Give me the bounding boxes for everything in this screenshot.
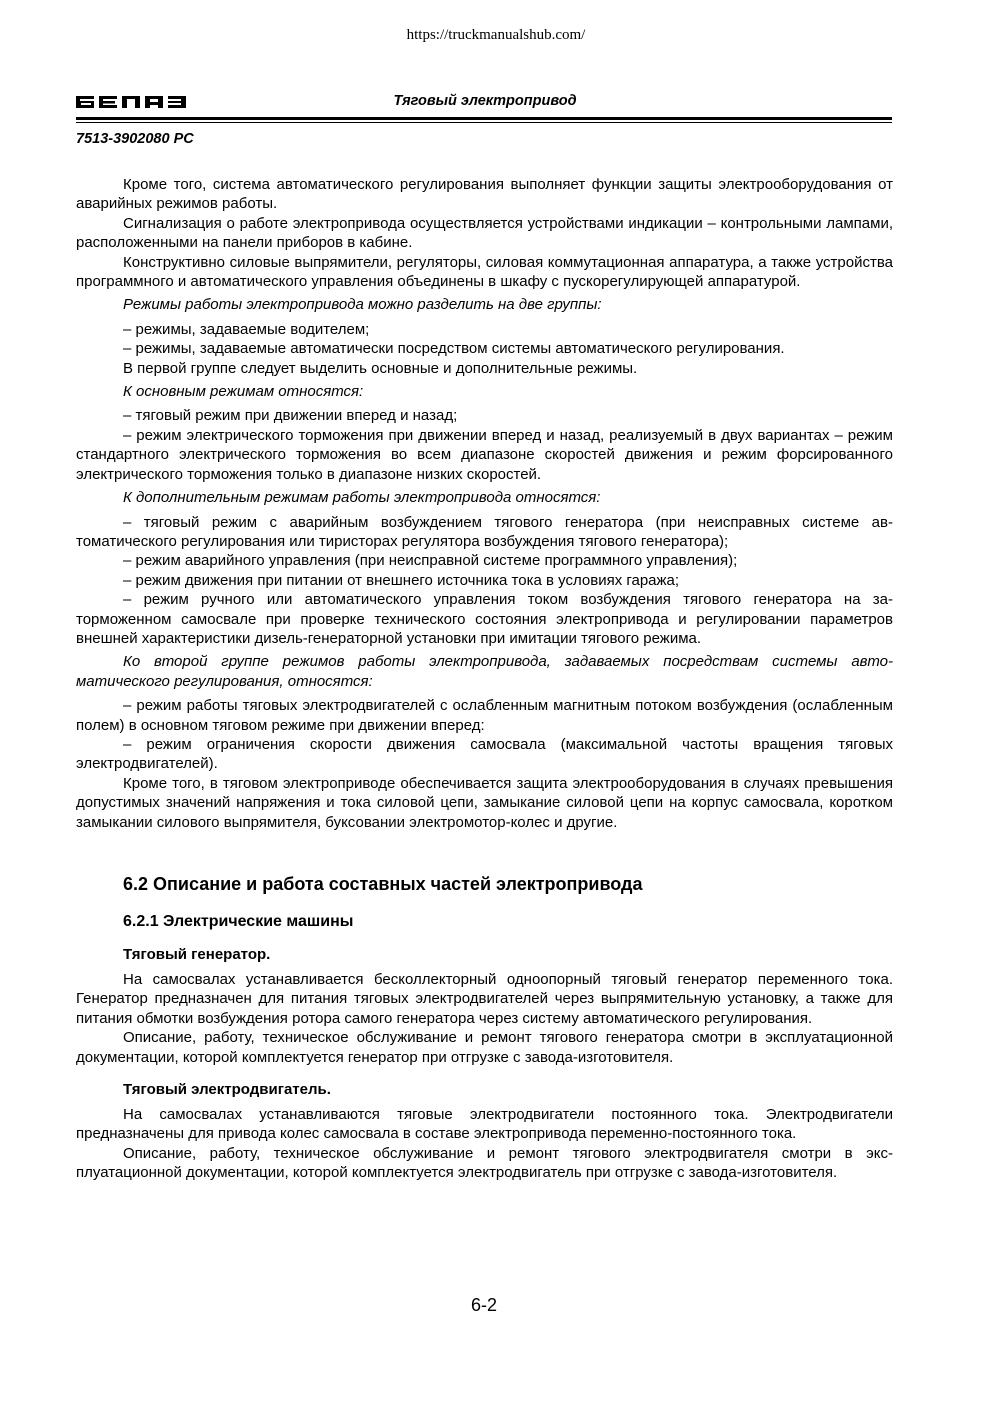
header-rule-thin xyxy=(76,122,892,123)
list-item: – тяговый режим с аварийным возбуждением тягового генератора (при неисправных системе автоматического регулирования или тиристорах регулятора возбуждения тягового генератора); xyxy=(76,513,893,550)
italic-lead-paragraph: К основным режимам относятся: xyxy=(123,383,364,401)
page-number: 6-2 xyxy=(470,1295,497,1315)
list-item: – режим движения при питании от внешнего источника тока в условиях гаража; xyxy=(123,571,680,589)
paragraph: Кроме того, в тяговом электроприводе обеспечивается защита электрооборудования в случаях превышения допустимых значений напряжения и тока силовой цепи, замыкание силовой цепи на корпус самосвала, коротком замыкании силового выпрямителя, буксовании электромотор-колес и другие. xyxy=(76,774,893,831)
italic-lead-paragraph: К дополнительным режимам работы электропривода относятся: xyxy=(123,489,601,507)
paragraph: Конструктивно силовые выпрямители, регуляторы, силовая коммутационная аппаратура, а также устройства программного и автоматического управления объединены в шкафу с пускорегулирующей аппаратурой. xyxy=(76,253,893,291)
italic-lead-paragraph: Ко второй группе режимов работы электропривода, задаваемых посредствам системы автоматического регулирования, относятся: xyxy=(76,653,893,690)
italic-lead-paragraph: Режимы работы электропривода можно разделить на две группы: xyxy=(123,296,602,314)
list-item: – режимы, задаваемые водителем; xyxy=(123,320,370,338)
paragraph: Кроме того, система автоматического регулирования выполняет функции защиты электрооборудования от аварийных режимов работы. xyxy=(76,176,893,213)
generator-heading: Тяговый генератор. xyxy=(123,946,271,963)
paragraph: Сигнализация о работе электропривода осуществляется устройствами индикации – контрольными лампами, расположенными на панели приборов в кабине. xyxy=(76,214,893,252)
document-number: 7513-3902080 РС xyxy=(76,131,194,147)
section-heading: 6.2 Описание и работа составных частей электропривода xyxy=(123,874,643,894)
paragraph: В первой группе следует выделить основные и дополнительные режимы. xyxy=(123,359,638,377)
list-item: – тяговый режим при движении вперед и назад; xyxy=(123,407,458,425)
subsection-heading: 6.2.1 Электрические машины xyxy=(123,913,354,930)
paragraph: На самосвалах устанавливаются тяговые электродвигатели постоянного тока. Электродвигатели предназначены для привода колес самосвала в составе электропривода переменно-постоянного тока. xyxy=(76,1106,893,1143)
paragraph: Описание, работу, техническое обслуживание и ремонт тягового электродвигателя смотри в эксплуатационной документации, которой комплектуется электродвигатель при отгрузке с завода-изготовителя. xyxy=(76,1144,893,1182)
list-item: – режимы, задаваемые автоматически посредством системы автоматического регулирования. xyxy=(123,340,785,358)
list-item: – режим работы тяговых электродвигателей с ослабленным магнитным потоком возбуждения (ослабленным полем) в основном тяговом режиме при движении вперед: xyxy=(76,697,893,734)
source-url: https://truckmanualshub.com/ xyxy=(406,27,586,43)
list-item: – режим электрического торможения при движении вперед и назад, реализуемый в двух вариантах – режим стандартного электрического торможения во всем диапазоне скоростей движения и режим форсированного электрического торможения только в диапазоне низких скоростей. xyxy=(76,426,893,483)
list-item: – режим ограничения скорости движения самосвала (максимальной частоты вращения тяговых электродвигателей). xyxy=(76,735,893,773)
motor-heading: Тяговый электродвигатель. xyxy=(123,1081,331,1099)
list-item: – режим аварийного управления (при неисправной системе программного управления); xyxy=(123,552,738,570)
paragraph: Описание, работу, техническое обслуживание и ремонт тягового генератора смотри в эксплуатационной документации, которой комплектуется генератор при отгрузке с завода-изготовителя. xyxy=(76,1029,893,1066)
header-rule-thick xyxy=(76,117,892,120)
paragraph: На самосвалах устанавливается бесколлекторный одноопорный тяговый генератор переменного тока. Генератор предназначен для питания тяговых электродвигателей через выпрямительную установку, а также для питания обмотки возбуждения ротора самого генератора через систему автоматического регулирования. xyxy=(76,971,893,1027)
header-title: Тяговый электропривод xyxy=(393,93,577,109)
page-content xyxy=(76,175,893,1183)
list-item: – режим ручного или автоматического управления током возбуждения тягового генератора на заторможенном самосвале при проверке технического состояния электропривода и регулировании параметров внешней характеристики дизель-генераторной установки при имитации тягового режима. xyxy=(76,591,893,647)
